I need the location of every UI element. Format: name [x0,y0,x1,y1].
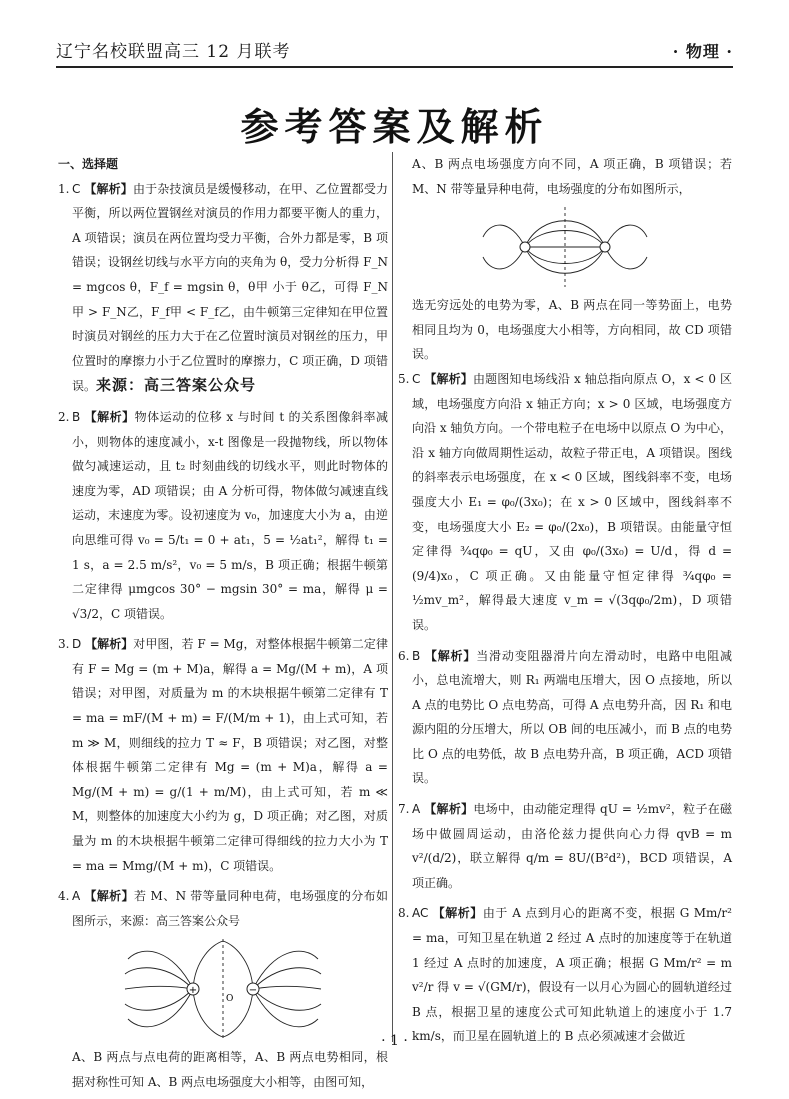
page-header [56,34,733,68]
question-number: 8. [398,906,410,921]
question-text: 对甲图，若 F = Mg，对整体根据牛顿第二定律有 F = Mg = (m + M)a，解得 a = Mg/(M + m)，A 项错误；对甲图，对质量为 m 的木块根据牛顿第二定律有 T = ma = mF/(M + m) = F/(M/m + 1)，由上式可知，若 m ≫ M，则细线的拉力 T ≈ F，B 项错误；对乙图，对整体根据牛顿第二定律有 Mg = (m + M)a，解得 a = Mg/(M + m) = g/(1 + m/M)，由上式可知，若 m ≪ M，则整体的加速度大小约为 g，D 项正确；对乙图，对质量为 m 的木块根据牛顿第二定律可得细线的拉力大小为 T = ma = Mmg/(M + m)，C 项错误。 [72,637,388,873]
analysis-tag: 【解析】 [84,181,133,196]
question-number: 3. [58,637,70,652]
left-column [58,152,388,1095]
question-number: 2. [58,409,70,424]
answer-letter: A [72,889,81,904]
opposite-charge-field-figure [480,207,650,287]
question-4-right-text: A、B 两点电场强度方向不同，A 项正确，B 项错误；若 M、N 带等量异种电荷，电场强度的分布如图所示， [412,157,732,196]
question-number: 6. [398,648,410,663]
question-text: 电场中，由动能定理得 qU = ½mv²，粒子在磁场中做圆周运动，由洛伦兹力提供向心力得 qvB = m v²/(d/2)，联立解得 q/m = 8U/(B²d²)，BCD 项错误，A 项正确。 [412,802,732,890]
section-title: 一、选择题 [58,157,119,171]
charge-sign: + [188,985,198,997]
analysis-tag: 【解析】 [432,906,483,921]
question-8 [398,901,732,1049]
answer-letter: B [72,409,81,424]
question-3 [58,632,388,878]
page-number: · 1 · [381,1033,408,1049]
answer-letter: A [412,802,421,817]
question-2 [58,405,388,626]
question-number: 5. [398,371,410,386]
analysis-tag: 【解析】 [424,371,473,386]
question-5 [398,367,732,638]
question-7 [398,797,732,895]
right-column [398,152,732,1055]
exam-title: 辽宁名校联盟高三 12 月联考 [56,42,291,62]
question-4-right-text-2: 选无穷远处的电势为零，A、B 两点在同一等势面上，电势相同且均为 0，电场强度大小相等，方向相同，故 CD 项错误。 [412,298,732,362]
analysis-tag: 【解析】 [85,637,134,652]
analysis-tag: 【解析】 [424,802,474,817]
origin-label: O [226,994,234,1005]
page-title: 参考答案及解析 [240,105,549,149]
analysis-tag: 【解析】 [84,889,134,904]
question-text: 由于 A 点到月心的距离不变，根据 G Mm/r² = ma，可知卫星在轨道 2 经过 A 点时的加速度等于在轨道 1 经过 A 点时的加速度，A 项正确；根据 G Mm/r² = m v²/r 得 v = √(GM/r)，假设有一以月心为圆心的圆轨道经过 B 点，根据卫星的速度公式可知此轨道上的速度小于 1.7 km/s，而卫星在圆轨道上的 B 点必须减速才会做近 [412,906,732,1044]
question-text: 物体运动的位移 x 与时间 t 的关系图像斜率减小，则物体的速度减小，x-t 图像是一段抛物线，所以物体做匀减速运动，且 t₂ 时刻曲线的切线水平，则此时物体的速度为零，AD 项错误；由 A 分析可得，物体做匀减速直线运动，末速度为零。设初速度为 v₀，加速度大小为 a，由逆向思维可得 v₀ = 5/t₁ = 0 + at₁，5 = ½at₁²，解得 t₁ = 1 s，a = 2.5 m/s²，v₀ = 5 m/s，B 项正确；根据牛顿第二定律得 μmgcos 30° − mgsin 30° = ma，解得 μ = √3/2，C 项错误。 [72,409,388,621]
column-divider [392,152,393,1042]
question-1 [58,177,388,399]
question-text: 由于杂技演员是缓慢移动，在甲、乙位置都受力平衡，所以两位置钢丝对演员的作用力都要平衡人的重力，A 项错误；演员在两位置均受力平衡，合外力都是零，B 项错误；设钢丝切线与水平方向的夹角为 θ，受力分析得 F_N = mgcos θ，F_f = mgsin θ，θ甲 小于 θ乙，可得 F_N甲 > F_N乙，F_f甲 < F_f乙，由牛顿第三定律知在甲位置时演员对钢丝的压力大于在乙位置时演员对钢丝的压力，甲位置时的摩擦力小于乙位置时的摩擦力，C 项正确，D 项错误。 [72,181,388,394]
answer-letter: D [72,637,82,652]
subject-label: · 物理 · [672,42,733,61]
question-text: 若 M、N 带等量同种电荷，电场强度的分布如图所示，来源：高三答案公众号 [72,889,388,928]
source-stamp: 来源：高三答案公众号 [96,376,257,395]
answer-letter: C [412,371,421,386]
question-text: 当滑动变阻器滑片向左滑动时，电路中电阻减小，总电流增大，则 R₁ 两端电压增大，因 O 点接地，所以 A 点的电势比 O 点电势高，可得 A 点电势升高，因 R₁ 和电源内阻的分压增大，所以 OB 间的电压减小，而 B 点的电势比 O 点的电势低，故 B 点电势升高，B 项正确，ACD 项错误。 [412,648,732,786]
analysis-tag: 【解析】 [84,409,135,424]
question-4-continued: A、B 两点与点电荷的距离相等，A、B 两点电势相同，根据对称性可知 A、B 两点电场强度大小相等，由图可知， [72,1050,388,1089]
answer-letter: AC [412,906,429,921]
question-6 [398,644,732,792]
same-charge-field-figure [123,939,323,1039]
question-text: 由题图知电场线沿 x 轴总指向原点 O，x < 0 区域，电场强度方向沿 x 轴正方向；x > 0 区域，电场强度方向沿 x 轴负方向。一个带电粒子在电场中以原点 O 为中心，沿 x 轴方向做周期性运动，故粒子带正电，A 项错误。图线的斜率表示电场强度，在 x < 0 区域，图线斜率不变，电场强度大小 E₁ = φ₀/(3x₀)；在 x > 0 区域中，图线斜率不变，电场强度大小 E₂ = φ₀/(2x₀)，B 项错误。由能量守恒定律得 ¾qφ₀ = qU，又由 φ₀/(3x₀) = U/d，得 d = (9/4)x₀，C 项正确。又由能量守恒定律得 ¾qφ₀ = ½mv_m²，解得最大速度 v_m = √(3qφ₀/2m)，D 项错误。 [412,371,732,632]
question-number: 1. [58,181,70,196]
question-number: 4. [58,889,70,904]
question-number: 7. [398,802,410,817]
answer-letter: C [72,181,81,196]
charge-sign: − [248,985,258,997]
question-4 [58,884,388,933]
analysis-tag: 【解析】 [424,648,477,663]
answer-letter: B [412,648,421,663]
